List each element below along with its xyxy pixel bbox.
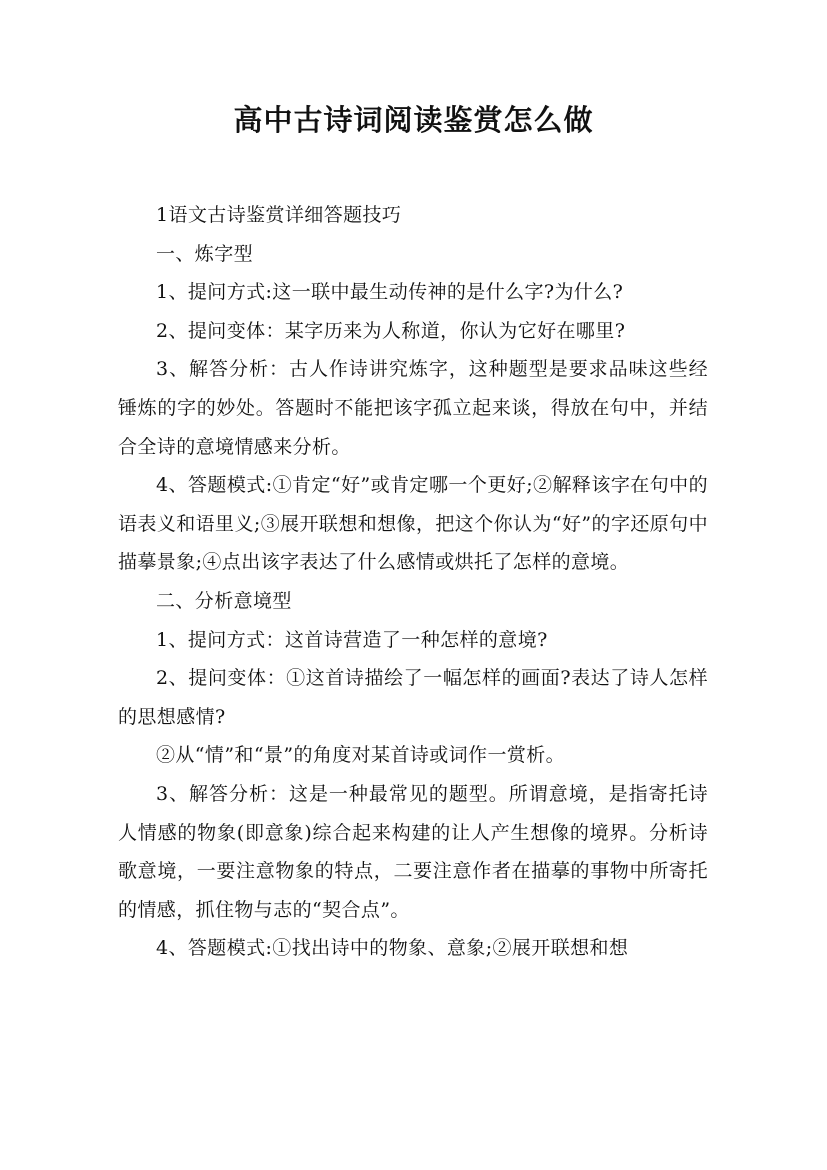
paragraph: 3、解答分析：这是一种最常见的题型。所谓意境，是指寄托诗人情感的物象(即意象)综合起来构建的让人产生想像的境界。分析诗歌意境，一要注意物象的特点，二要注意作者在描摹的事物中所寄托的情感，抓住物与志的“契合点”。 xyxy=(118,782,708,921)
paragraph: 3、解答分析：古人作诗讲究炼字，这种题型是要求品味这些经锤炼的字的妙处。答题时不能把该字孤立起来谈，得放在句中，并结合全诗的意境情感来分析。 xyxy=(118,358,708,458)
paragraph: 4、答题模式:①肯定“好”或肯定哪一个更好;②解释该字在句中的语表义和语里义;③展开联想和想像，把这个你认为“好”的字还原句中描摹景象;④点出该字表达了什么感情或烘托了怎样的意境。 xyxy=(118,474,708,574)
paragraph-type-one-heading: 一、炼字型 xyxy=(156,242,254,265)
paragraph-type-two-heading: 二、分析意境型 xyxy=(156,589,292,612)
paragraph: 1、提问方式：这首诗营造了一种怎样的意境? xyxy=(156,628,548,651)
paragraph-section-heading: 1语文古诗鉴赏详细答题技巧 xyxy=(156,204,402,226)
paragraph: ②从“情”和“景”的角度对某首诗或词作一赏析。 xyxy=(156,744,566,767)
paragraph: 2、提问变体：①这首诗描绘了一幅怎样的画面?表达了诗人怎样的思想感情? xyxy=(118,667,708,728)
paragraph: 4、答题模式:①找出诗中的物象、意象;②展开联想和想 xyxy=(156,937,629,960)
document-title: 高中古诗词阅读鉴赏怎么做 xyxy=(233,103,594,137)
paragraph: 2、提问变体：某字历来为人称道，你认为它好在哪里? xyxy=(156,319,626,342)
paragraph: 1、提问方式:这一联中最生动传神的是什么字?为什么? xyxy=(156,281,624,304)
document-body xyxy=(118,196,708,968)
